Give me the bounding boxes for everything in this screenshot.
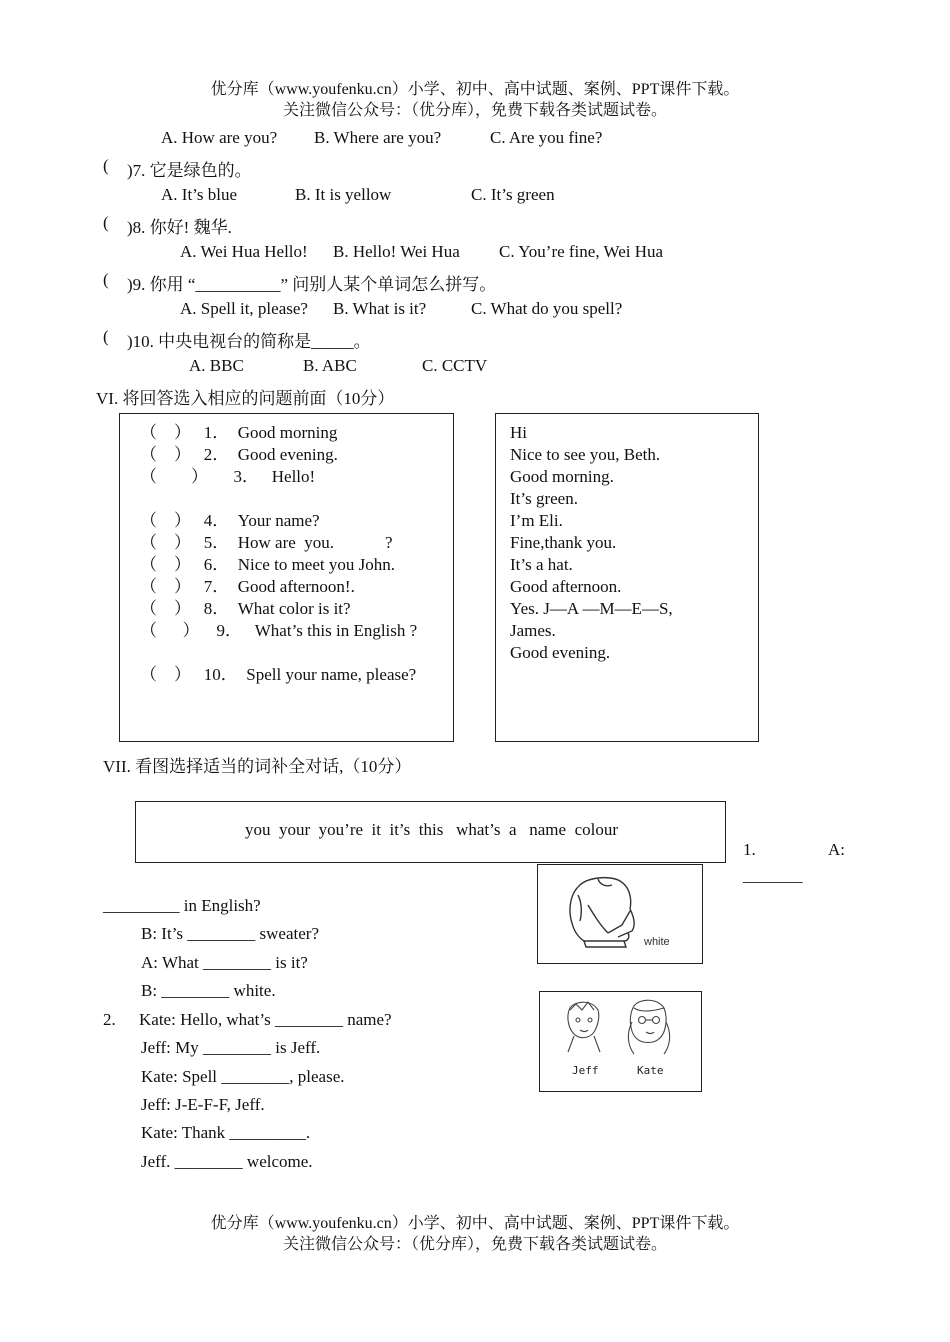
q6-option-b: B. Where are you? xyxy=(314,128,442,147)
q9-option-c: C. What do you spell? xyxy=(471,299,623,318)
q9-paren: ( xyxy=(103,270,109,289)
question-10: （ ） 10． Spell your name, please? xyxy=(140,665,417,684)
q8-option-a: A. Wei Hua Hello! xyxy=(180,242,308,261)
q7-paren: ( xyxy=(103,156,109,175)
dialog2-line: Jeff. ________ welcome. xyxy=(141,1152,313,1171)
dialog2-line: Kate: Spell ________, please. xyxy=(141,1067,345,1086)
question-8: （ ） 8． What color is it? xyxy=(140,599,351,618)
answer-item: Good afternoon. xyxy=(510,577,622,596)
q9-stem: )9. 你用 “__________” 问别人某个单词怎么拼写。 xyxy=(127,275,497,294)
dialog2-line: Kate: Hello, what’s ________ name? xyxy=(139,1010,392,1029)
answer-item: Good morning. xyxy=(510,467,614,486)
question-9: （ ） 9． What’s this in English ? xyxy=(140,621,418,640)
section7-title: VII. 看图选择适当的词补全对话,（10分） xyxy=(103,757,412,776)
q8-paren: ( xyxy=(103,213,109,232)
question-6: （ ） 6． Nice to meet you John. xyxy=(140,555,395,574)
question-2: （ ） 2． Good evening. xyxy=(140,445,338,464)
answer-item: Good evening. xyxy=(510,643,611,662)
question-7: （ ） 7． Good afternoon!. xyxy=(140,577,355,596)
answer-item: It’s green. xyxy=(510,489,578,508)
question-4: （ ） 4． Your name? xyxy=(140,511,320,530)
question-3: （ ） 3． Hello! xyxy=(140,467,316,486)
dialog1-line: A: What ________ is it? xyxy=(141,953,308,972)
answer-item: James. xyxy=(510,621,556,640)
q10-option-b: B. ABC xyxy=(303,356,357,375)
jeff-kate-drawing xyxy=(540,992,700,1090)
answers-box xyxy=(495,413,759,742)
q6-option-a: A. How are you? xyxy=(161,128,278,147)
answer-item: I’m Eli. xyxy=(510,511,563,530)
footer-line-2: 关注微信公众号：（优分库），免费下载各类试题试卷。 xyxy=(282,1236,667,1253)
answer-item: Nice to see you, Beth. xyxy=(510,445,661,464)
header-line-1: 优分库（www.youfenku.cn）小学、初中、高中试题、案例、PPT课件下载。 xyxy=(210,81,740,98)
dialog1-number: 1. xyxy=(743,840,756,859)
q6-option-c: C. Are you fine? xyxy=(490,128,603,147)
dialog2-line: Jeff: J-E-F-F, Jeff. xyxy=(141,1095,265,1114)
dialog1-a-label: A: xyxy=(828,840,845,859)
q10-stem: )10. 中央电视台的简称是_____。 xyxy=(127,332,371,351)
dialog1-line: B: ________ white. xyxy=(141,981,276,1000)
dialog1-blank: _______ xyxy=(743,866,803,885)
answer-item: Fine,thank you. xyxy=(510,533,617,552)
q8-option-b: B. Hello! Wei Hua xyxy=(333,242,460,261)
q8-stem: )8. 你好! 魏华. xyxy=(127,218,232,237)
jeff-label: Jeff xyxy=(572,1064,599,1077)
dialog2-line: Kate: Thank _________. xyxy=(141,1123,311,1142)
q7-option-b: B. It is yellow xyxy=(295,185,392,204)
dialog1-line: B: It’s ________ sweater? xyxy=(141,924,319,943)
q9-option-a: A. Spell it, please? xyxy=(180,299,308,318)
header-line-2: 关注微信公众号：（优分库），免费下载各类试题试卷。 xyxy=(282,102,667,119)
jeff-kate-picture xyxy=(539,991,702,1092)
q10-option-a: A. BBC xyxy=(189,356,244,375)
question-5: （ ） 5． How are you. ? xyxy=(140,533,393,552)
answer-item: Hi xyxy=(510,423,527,442)
q7-option-a: A. It’s blue xyxy=(161,185,238,204)
questions-box xyxy=(119,413,454,742)
answer-item: It’s a hat. xyxy=(510,555,573,574)
q9-option-b: B. What is it? xyxy=(333,299,427,318)
q10-option-c: C. CCTV xyxy=(422,356,488,375)
dialog1-line: _________ in English? xyxy=(103,896,261,915)
q10-paren: ( xyxy=(103,327,109,346)
word-bank: you your you’re it it’s this what’s a name colour xyxy=(245,820,618,839)
sweater-drawing xyxy=(538,865,701,962)
footer-line-1: 优分库（www.youfenku.cn）小学、初中、高中试题、案例、PPT课件下载。 xyxy=(210,1215,740,1232)
q8-option-c: C. You’re fine, Wei Hua xyxy=(499,242,664,261)
sweater-label: white xyxy=(644,936,670,948)
dialog2-line: Jeff: My ________ is Jeff. xyxy=(141,1038,321,1057)
dialog2-number: 2. xyxy=(103,1010,116,1029)
answer-item: Yes. J—A —M—E—S, xyxy=(510,599,673,618)
question-1: （ ） 1． Good morning xyxy=(140,423,338,442)
q7-option-c: C. It’s green xyxy=(471,185,555,204)
q7-stem: )7. 它是绿色的。 xyxy=(127,161,252,180)
sweater-picture xyxy=(537,864,703,964)
section6-title: VI. 将回答选入相应的问题前面（10分） xyxy=(96,389,395,408)
word-bank-box xyxy=(135,801,726,863)
kate-label: Kate xyxy=(637,1064,664,1077)
